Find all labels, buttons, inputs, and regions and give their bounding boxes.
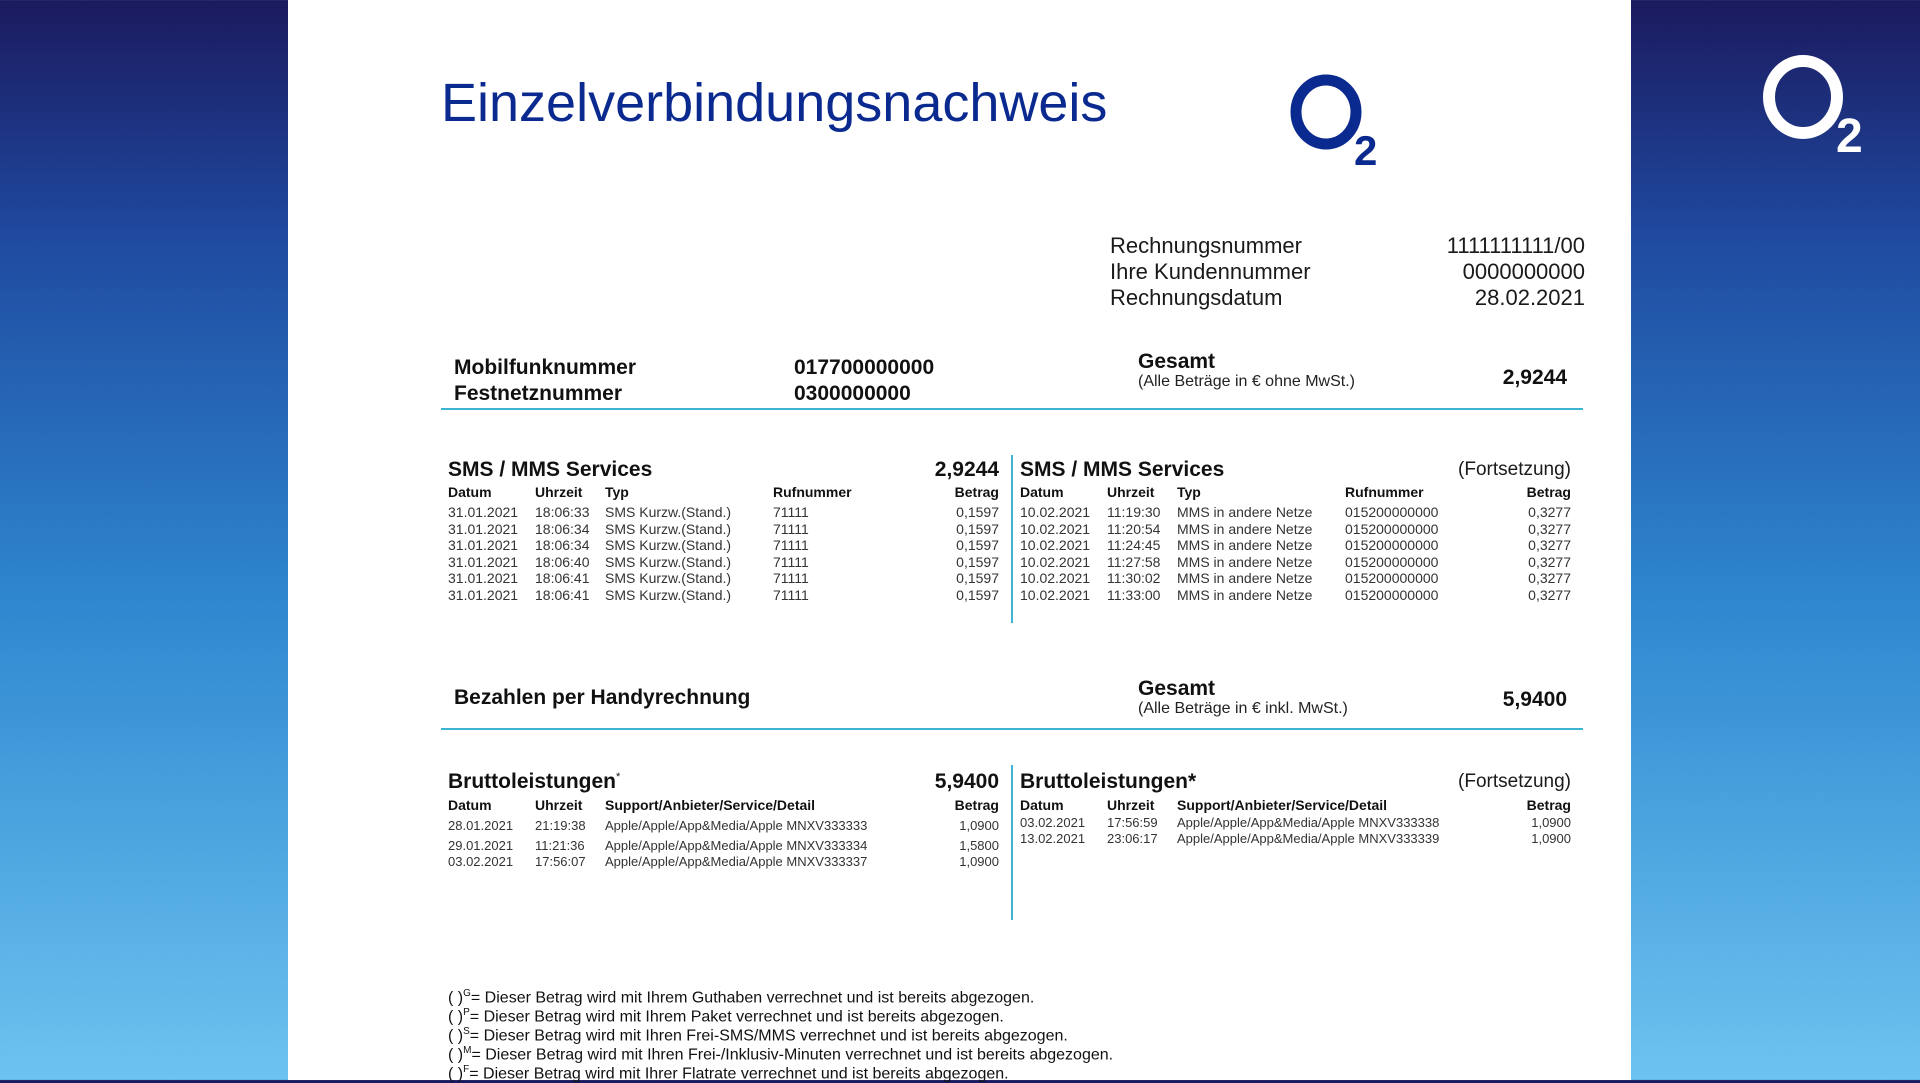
col-date: Datum [448,797,492,813]
footnote-line [448,988,1034,1007]
table-cell: 11:24:45 [1107,537,1161,554]
table-cell: MMS in andere Netze [1177,520,1313,537]
col-date: Datum [1020,797,1064,813]
table-cell: 10.02.2021 [1020,553,1091,570]
table-cell: SMS Kurzw.(Stand.) [605,553,732,570]
footnote-mark: S [463,1026,470,1037]
table-cell: 31.01.2021 [448,520,519,537]
o2-brand-logo [1758,52,1878,162]
table-cell: 0,3277 [1528,520,1571,537]
table-cell: 18:06:40 [535,553,590,570]
table-cell: 0,1597 [956,520,999,537]
table-cell: 1,5800 [959,838,999,853]
footnote-text: = Dieser Betrag wird mit Ihrer Flatrate verrechnet und ist bereits abgezogen. [469,1065,1009,1083]
table-cell: 1,0900 [1531,815,1571,830]
o2-logo [1284,72,1394,172]
col-time: Uhrzeit [1107,484,1155,500]
table-cell: 71111 [773,587,809,603]
col-time: Uhrzeit [1107,797,1155,813]
col-number: Rufnummer [773,484,852,500]
col-time: Uhrzeit [535,484,583,500]
col-number: Rufnummer [1345,484,1424,500]
table-cell: 1,0900 [959,818,999,833]
col-date: Datum [448,484,492,500]
table-cell: SMS Kurzw.(Stand.) [605,570,732,587]
col-amount: Betrag [954,484,999,500]
table-cell: Apple/Apple/App&Media/Apple MNXV333337 [605,854,868,869]
invoice-date-value: 28.02.2021 [1474,285,1585,310]
table-cell: MMS in andere Netze [1177,537,1313,554]
footnote-line [448,1045,1113,1064]
mobile-payment-label: Bezahlen per Handyrechnung [454,686,751,709]
table-cell: 11:19:30 [1107,504,1161,520]
table-cell: 0,1597 [956,570,999,587]
col-amount: Betrag [1526,484,1571,500]
divider [441,728,1583,730]
table-cell: 0,1597 [956,587,999,603]
table-cell: MMS in andere Netze [1177,504,1313,520]
column-divider [1011,765,1013,920]
table-cell: Apple/Apple/App&Media/Apple MNXV333334 [605,838,868,853]
continuation-label: (Fortsetzung) [1458,771,1571,792]
table-cell: Apple/Apple/App&Media/Apple MNXV333338 [1177,815,1440,830]
table-cell: 18:06:41 [535,570,590,587]
footnote-bracket: ( ) [448,1027,464,1045]
mobile-number-value: 017700000000 [794,356,935,379]
table-cell: SMS Kurzw.(Stand.) [605,587,732,603]
table-cell: 31.01.2021 [448,570,519,587]
invoice-number-label: Rechnungsnummer [1110,233,1302,258]
table-cell: 11:21:36 [535,838,585,853]
table-cell: 11:20:54 [1107,520,1161,537]
footnote-bracket: ( ) [448,989,464,1007]
table-cell: 11:30:02 [1107,570,1161,587]
customer-number-label: Ihre Kundennummer [1110,259,1311,284]
table-cell: 18:06:34 [535,537,590,554]
table-cell: 015200000000 [1345,553,1439,570]
col-date: Datum [1020,484,1064,500]
table-cell: 0,3277 [1528,587,1571,603]
footnote-line [448,1026,1068,1045]
table-cell: 21:19:38 [535,818,586,833]
gross-section-title [448,770,620,794]
table-cell: 31.01.2021 [448,537,519,554]
table-cell: 29.01.2021 [448,838,514,853]
col-amount: Betrag [1526,797,1571,813]
col-type: Typ [605,484,629,500]
table-cell: 71111 [773,553,809,570]
footnote-line [448,1064,1009,1083]
table-cell: 1,0900 [959,854,999,869]
table-cell: 18:06:34 [535,520,590,537]
divider [441,408,1583,410]
table-cell: 10.02.2021 [1020,570,1091,587]
table-cell: 0,1597 [956,537,999,554]
table-cell: 015200000000 [1345,587,1439,603]
sms-section-title: SMS / MMS Services [448,458,653,481]
total-note: (Alle Beträge in € inkl. MwSt.) [1138,700,1348,717]
total-value: 2,9244 [1502,366,1567,389]
table-cell: 13.02.2021 [1020,831,1086,846]
table-cell: 03.02.2021 [1020,815,1086,830]
table-cell: SMS Kurzw.(Stand.) [605,537,732,554]
footnote-bracket: ( ) [448,1065,464,1083]
svg-text:2: 2 [1354,127,1378,172]
table-cell: 31.01.2021 [448,504,519,520]
table-cell: 71111 [773,504,809,520]
footnote-mark: F [463,1064,470,1075]
table-cell: 03.02.2021 [448,854,514,869]
sms-section-total: 2,9244 [934,458,999,481]
gross-title-text: Bruttoleistungen [448,770,616,793]
table-cell: 71111 [773,570,809,587]
landline-number-label: Festnetznummer [454,382,623,405]
table-cell: 31.01.2021 [448,553,519,570]
table-cell: Apple/Apple/App&Media/Apple MNXV333333 [605,818,868,833]
table-cell: SMS Kurzw.(Stand.) [605,520,732,537]
table-cell: 10.02.2021 [1020,504,1091,520]
asterisk: * [616,771,621,783]
page-title: Einzelverbindungsnachweis [441,73,1108,133]
footnote-mark: G [463,988,471,999]
col-detail: Support/Anbieter/Service/Detail [1177,797,1388,813]
table-cell: 1,0900 [1531,831,1571,846]
total-label: Gesamt [1138,677,1216,700]
column-divider [1011,455,1013,623]
table-cell: MMS in andere Netze [1177,570,1313,587]
footnote-bracket: ( ) [448,1008,464,1026]
table-cell: 23:06:17 [1107,831,1158,846]
table-cell: 10.02.2021 [1020,537,1091,554]
table-cell: 0,3277 [1528,504,1571,520]
table-cell: 71111 [773,537,809,554]
col-type: Typ [1177,484,1201,500]
table-cell: SMS Kurzw.(Stand.) [605,504,732,520]
table-cell: 11:33:00 [1107,587,1161,603]
table-cell: Apple/Apple/App&Media/Apple MNXV333339 [1177,831,1440,846]
table-cell: 71111 [773,520,809,537]
invoice-date-label: Rechnungsdatum [1110,285,1283,310]
customer-number-value: 0000000000 [1462,259,1585,284]
table-cell: 015200000000 [1345,520,1439,537]
table-cell: 11:27:58 [1107,553,1161,570]
svg-text:2: 2 [1836,110,1863,162]
table-cell: 0,3277 [1528,553,1571,570]
footnote-text: = Dieser Betrag wird mit Ihrem Paket verrechnet und ist bereits abgezogen. [469,1008,1004,1026]
table-cell: 31.01.2021 [448,587,519,603]
table-cell: 015200000000 [1345,537,1439,554]
table-cell: 10.02.2021 [1020,587,1091,603]
table-cell: 18:06:41 [535,587,590,603]
table-cell: 18:06:33 [535,504,590,520]
continuation-label: (Fortsetzung) [1458,459,1571,480]
gross-section-total: 5,9400 [934,770,999,793]
table-cell: 28.01.2021 [448,818,514,833]
footnote-mark: M [463,1045,472,1056]
table-cell: 015200000000 [1345,570,1439,587]
bill-document [288,0,1631,1083]
sms-section-title-cont: SMS / MMS Services [1020,458,1225,481]
total-note: (Alle Beträge in € ohne MwSt.) [1138,373,1355,390]
footnote-text: = Dieser Betrag wird mit Ihrem Guthaben verrechnet und ist bereits abgezogen. [470,989,1035,1007]
gross-section-title-cont: Bruttoleistungen* [1020,770,1197,793]
mobile-number-label: Mobilfunknummer [454,356,636,379]
total-value: 5,9400 [1502,688,1567,711]
table-cell: 0,3277 [1528,537,1571,554]
table-cell: 015200000000 [1345,504,1439,520]
col-time: Uhrzeit [535,797,583,813]
footnote-bracket: ( ) [448,1046,464,1064]
col-detail: Support/Anbieter/Service/Detail [605,797,816,813]
footnote-line [448,1007,1004,1026]
total-label: Gesamt [1138,350,1216,373]
footnote-mark: P [463,1007,470,1018]
table-cell: 17:56:07 [535,854,586,869]
col-amount: Betrag [954,797,999,813]
landline-number-value: 0300000000 [794,382,911,405]
table-cell: 0,1597 [956,553,999,570]
table-cell: 0,1597 [956,504,999,520]
invoice-number-value: 1111111111/00 [1446,233,1585,258]
table-cell: MMS in andere Netze [1177,587,1313,603]
footnote-text: = Dieser Betrag wird mit Ihren Frei-/Inklusiv-Minuten verrechnet und ist bereits abgezogen. [471,1046,1114,1064]
table-cell: 0,3277 [1528,570,1571,587]
table-cell: MMS in andere Netze [1177,553,1313,570]
footnote-text: = Dieser Betrag wird mit Ihren Frei-SMS/MMS verrechnet und ist bereits abgezogen. [469,1027,1068,1045]
table-cell: 10.02.2021 [1020,520,1091,537]
table-cell: 17:56:59 [1107,815,1158,830]
